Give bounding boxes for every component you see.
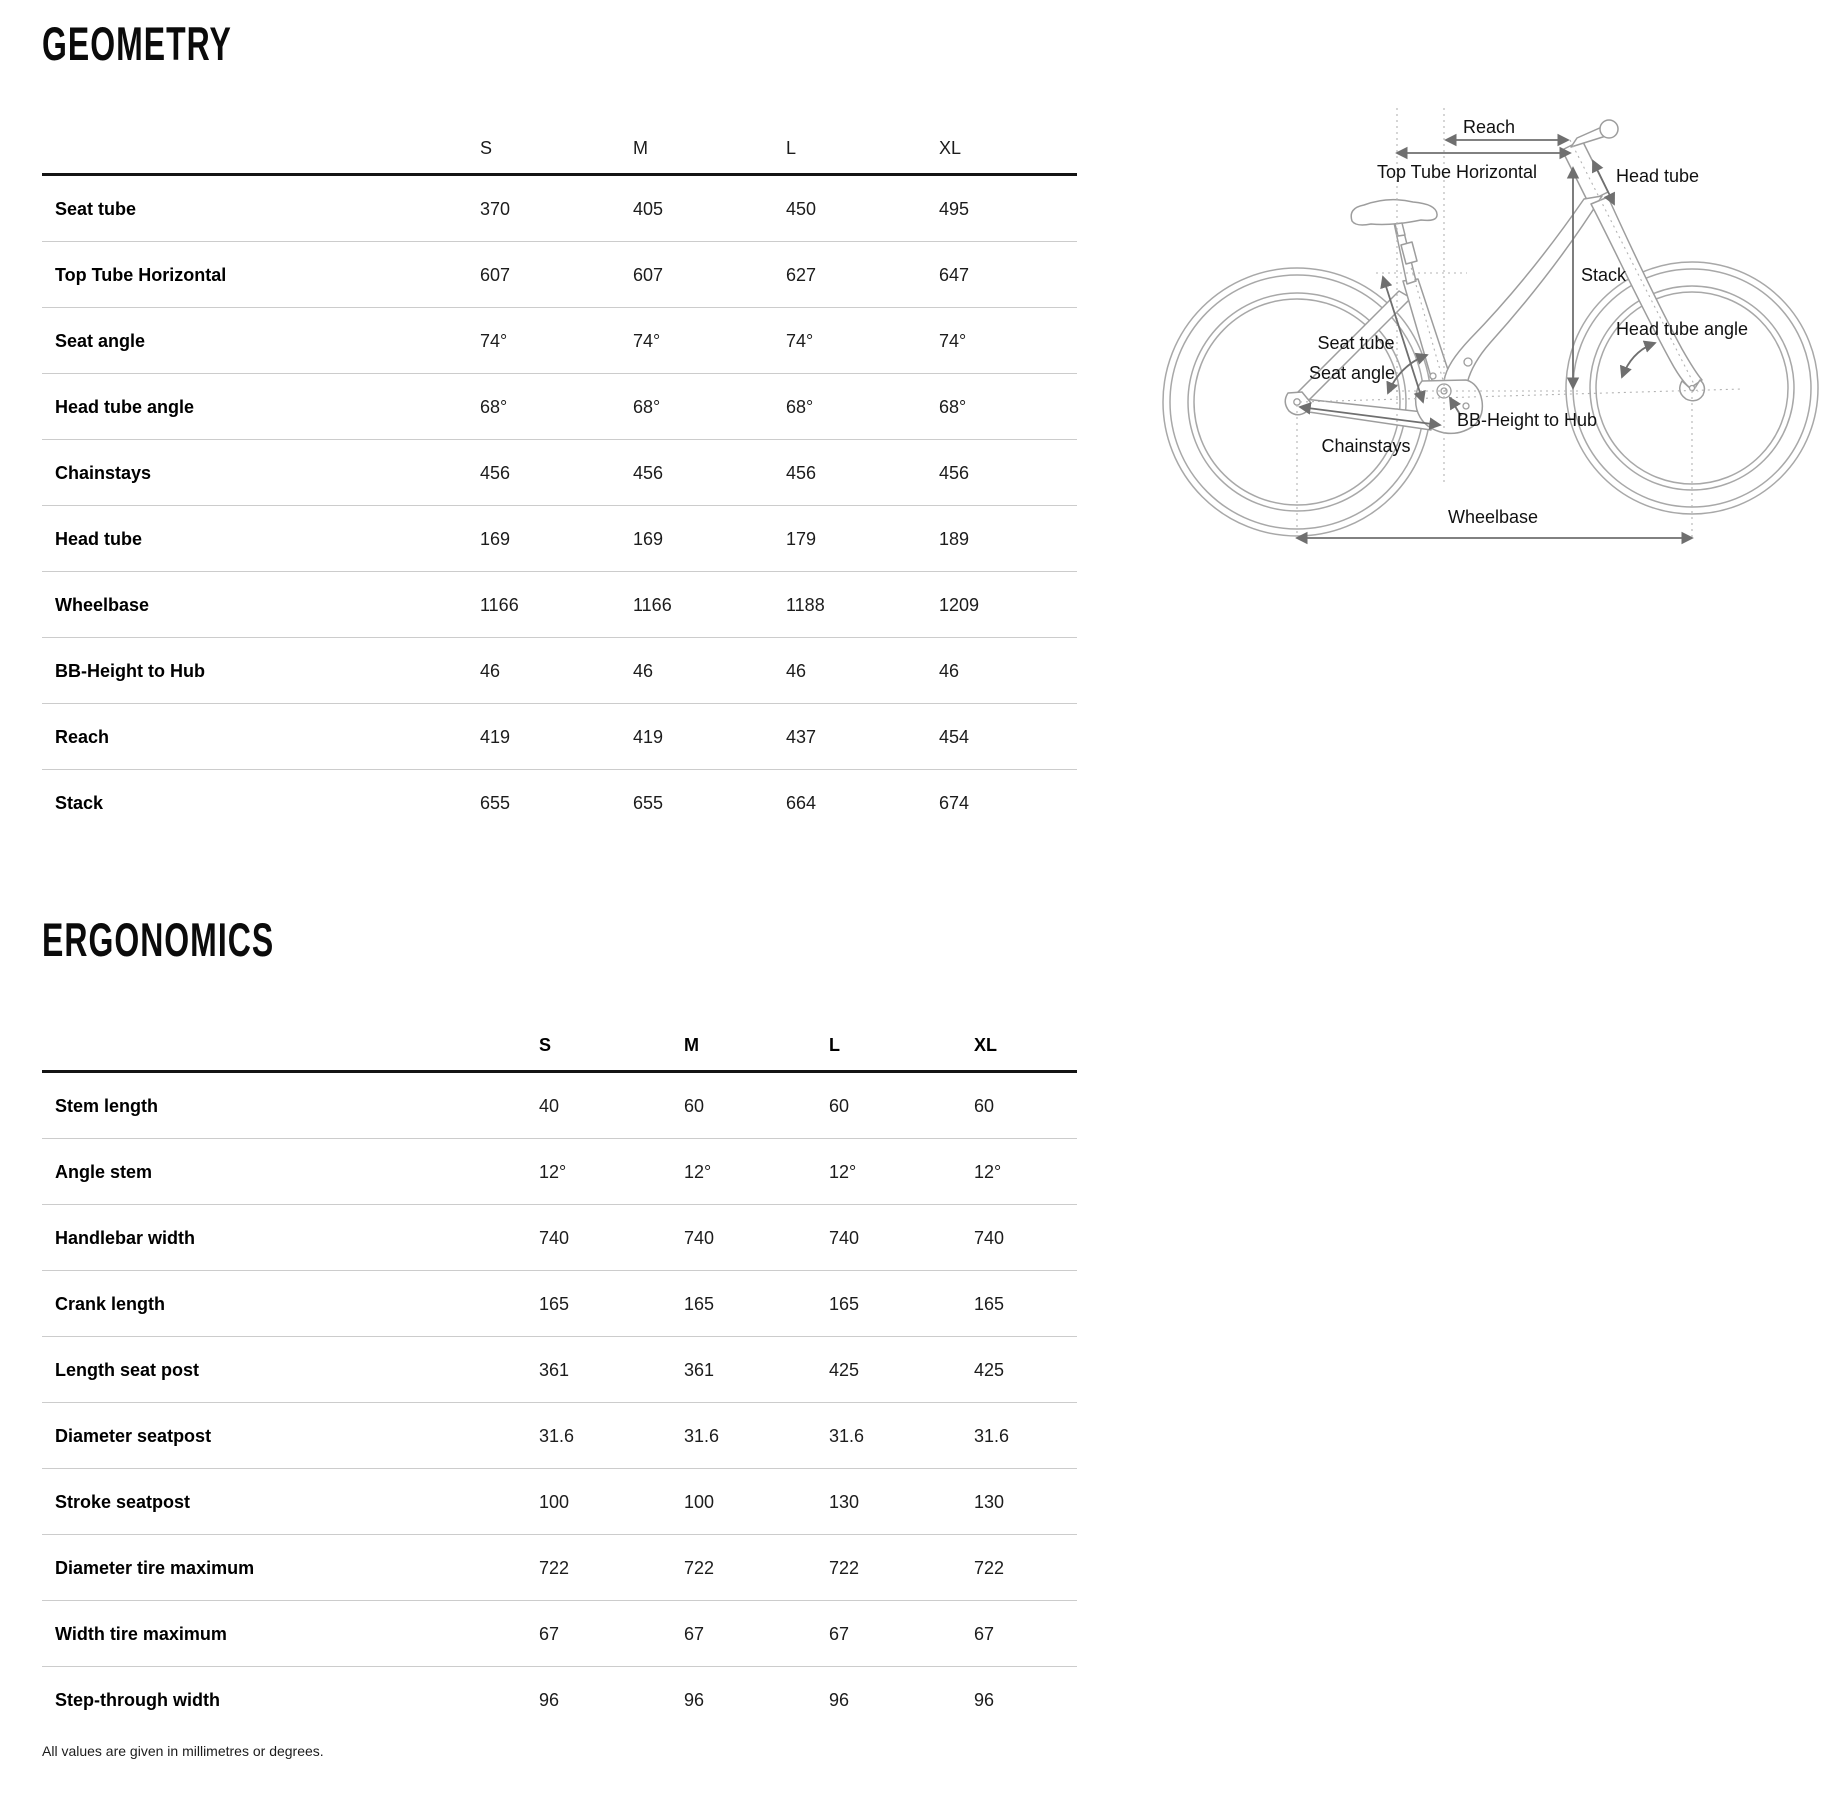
top-tube-horizontal-label: Top Tube Horizontal <box>1376 162 1538 182</box>
cell-value: 40 <box>539 1095 560 1116</box>
cell-value: 68° <box>939 396 967 417</box>
table-row <box>42 572 1077 638</box>
col-header-xl: XL <box>939 138 962 158</box>
row-label: Handlebar width <box>55 1227 196 1248</box>
table-row <box>42 242 1077 308</box>
cell-value: 74° <box>786 330 814 351</box>
row-label: Diameter seatpost <box>55 1425 212 1446</box>
cell-value: 74° <box>939 330 967 351</box>
table-row <box>42 440 1077 506</box>
cell-value: 361 <box>539 1359 570 1380</box>
row-label: Seat tube <box>55 198 137 219</box>
cell-value: 450 <box>786 198 817 219</box>
cell-value: 361 <box>684 1359 715 1380</box>
row-label: Stack <box>55 792 104 813</box>
row-label: Head tube angle <box>55 396 195 417</box>
col-header-l: L <box>786 138 797 158</box>
cell-value: 456 <box>939 462 970 483</box>
cell-value: 722 <box>974 1557 1005 1578</box>
units-note: All values are given in millimetres or degrees. <box>42 1743 324 1759</box>
cell-value: 165 <box>974 1293 1005 1314</box>
ergonomics-header-row <box>42 1020 1077 1073</box>
cell-value: 456 <box>786 462 817 483</box>
cell-value: 1166 <box>633 594 672 615</box>
col-header-s: S <box>480 138 493 158</box>
table-row <box>42 176 1077 242</box>
cell-value: 655 <box>633 792 664 813</box>
cell-value: 68° <box>633 396 661 417</box>
cell-value: 169 <box>633 528 664 549</box>
cell-value: 419 <box>633 726 664 747</box>
cell-value: 419 <box>480 726 511 747</box>
bike-geometry-diagram <box>1150 85 1840 555</box>
cell-value: 12° <box>539 1161 567 1182</box>
cell-value: 60 <box>684 1095 705 1116</box>
cell-value: 46 <box>480 660 501 681</box>
cell-value: 165 <box>539 1293 570 1314</box>
row-label: Step-through width <box>55 1689 220 1710</box>
table-row <box>42 1205 1077 1271</box>
cell-value: 425 <box>974 1359 1005 1380</box>
cell-value: 46 <box>786 660 807 681</box>
cell-value: 31.6 <box>539 1425 575 1446</box>
cell-value: 46 <box>633 660 654 681</box>
row-label: Head tube <box>55 528 143 549</box>
cell-value: 96 <box>829 1689 850 1710</box>
cell-value: 169 <box>480 528 511 549</box>
table-row <box>42 308 1077 374</box>
seat-angle-label: Seat angle <box>1308 363 1396 383</box>
geometry-table <box>42 123 1077 835</box>
cell-value: 67 <box>974 1623 995 1644</box>
cell-value: 647 <box>939 264 970 285</box>
cell-value: 165 <box>829 1293 860 1314</box>
cell-value: 67 <box>539 1623 560 1644</box>
cell-value: 405 <box>633 198 664 219</box>
cell-value: 456 <box>633 462 664 483</box>
col-header-xl: XL <box>974 1035 998 1055</box>
cell-value: 722 <box>684 1557 715 1578</box>
cell-value: 130 <box>829 1491 860 1512</box>
cell-value: 12° <box>684 1161 712 1182</box>
row-label: Angle stem <box>55 1161 153 1182</box>
cell-value: 1166 <box>480 594 519 615</box>
table-row <box>42 1139 1077 1205</box>
col-header-m: M <box>633 138 648 158</box>
table-row <box>42 1337 1077 1403</box>
cell-value: 722 <box>829 1557 860 1578</box>
row-label: Seat angle <box>55 330 146 351</box>
cell-value: 74° <box>633 330 661 351</box>
row-label: Width tire maximum <box>55 1623 227 1644</box>
cell-value: 60 <box>829 1095 850 1116</box>
cell-value: 96 <box>539 1689 560 1710</box>
table-row <box>42 506 1077 572</box>
cell-value: 607 <box>480 264 511 285</box>
col-header-l: L <box>829 1035 840 1055</box>
row-label: Length seat post <box>55 1359 200 1380</box>
col-header-s: S <box>539 1035 552 1055</box>
cell-value: 12° <box>829 1161 857 1182</box>
reach-label: Reach <box>1462 117 1516 137</box>
cell-value: 96 <box>974 1689 995 1710</box>
table-row <box>42 1271 1077 1337</box>
cell-value: 165 <box>684 1293 715 1314</box>
cell-value: 67 <box>829 1623 850 1644</box>
cell-value: 454 <box>939 726 970 747</box>
cell-value: 179 <box>786 528 817 549</box>
row-label: Stroke seatpost <box>55 1491 191 1512</box>
cell-value: 437 <box>786 726 817 747</box>
table-row <box>42 1469 1077 1535</box>
row-label: Reach <box>55 726 110 747</box>
cell-value: 31.6 <box>974 1425 1010 1446</box>
stack-label: Stack <box>1581 265 1627 285</box>
chainstays-label: Chainstays <box>1321 436 1411 456</box>
row-label: Stem length <box>55 1095 159 1116</box>
cell-value: 67 <box>684 1623 705 1644</box>
geometry-title: GEOMETRY <box>42 17 232 70</box>
table-row <box>42 1535 1077 1601</box>
row-label: Diameter tire maximum <box>55 1557 255 1578</box>
table-row <box>42 374 1077 440</box>
cell-value: 722 <box>539 1557 570 1578</box>
ergonomics-title: ERGONOMICS <box>42 913 275 966</box>
cell-value: 370 <box>480 198 511 219</box>
cell-value: 60 <box>974 1095 995 1116</box>
cell-value: 74° <box>480 330 508 351</box>
cell-value: 68° <box>480 396 508 417</box>
cell-value: 12° <box>974 1161 1002 1182</box>
head-tube-angle-label: Head tube angle <box>1615 319 1749 339</box>
row-label: BB-Height to Hub <box>55 660 205 681</box>
cell-value: 425 <box>829 1359 860 1380</box>
cell-value: 68° <box>786 396 814 417</box>
bb-height-to-hub-label: BB-Height to Hub <box>1457 410 1598 430</box>
ergonomics-table <box>42 1020 1077 1732</box>
row-label: Top Tube Horizontal <box>55 264 227 285</box>
table-row <box>42 638 1077 704</box>
row-label: Chainstays <box>55 462 152 483</box>
row-label: Crank length <box>55 1293 166 1314</box>
cell-value: 740 <box>974 1227 1005 1248</box>
cell-value: 740 <box>684 1227 715 1248</box>
table-row <box>42 1073 1077 1139</box>
cell-value: 96 <box>684 1689 705 1710</box>
cell-value: 46 <box>939 660 960 681</box>
table-row <box>42 770 1077 835</box>
cell-value: 189 <box>939 528 970 549</box>
wheelbase-label: Wheelbase <box>1447 507 1539 527</box>
cell-value: 100 <box>539 1491 570 1512</box>
cell-value: 1209 <box>939 594 980 615</box>
cell-value: 130 <box>974 1491 1005 1512</box>
cell-value: 655 <box>480 792 511 813</box>
cell-value: 456 <box>480 462 511 483</box>
table-row <box>42 704 1077 770</box>
cell-value: 664 <box>786 792 817 813</box>
seat-tube-label: Seat tube <box>1317 333 1395 353</box>
cell-value: 31.6 <box>829 1425 865 1446</box>
cell-value: 627 <box>786 264 817 285</box>
cell-value: 674 <box>939 792 970 813</box>
table-row <box>42 1667 1077 1732</box>
cell-value: 1188 <box>786 594 825 615</box>
cell-value: 740 <box>829 1227 860 1248</box>
cell-value: 100 <box>684 1491 715 1512</box>
table-row <box>42 1403 1077 1469</box>
cell-value: 740 <box>539 1227 570 1248</box>
cell-value: 607 <box>633 264 664 285</box>
row-label: Wheelbase <box>55 594 150 615</box>
col-header-m: M <box>684 1035 699 1055</box>
cell-value: 31.6 <box>684 1425 720 1446</box>
head-tube-label: Head tube <box>1616 166 1700 186</box>
table-row <box>42 1601 1077 1667</box>
cell-value: 495 <box>939 198 970 219</box>
geometry-header-row <box>42 123 1077 176</box>
